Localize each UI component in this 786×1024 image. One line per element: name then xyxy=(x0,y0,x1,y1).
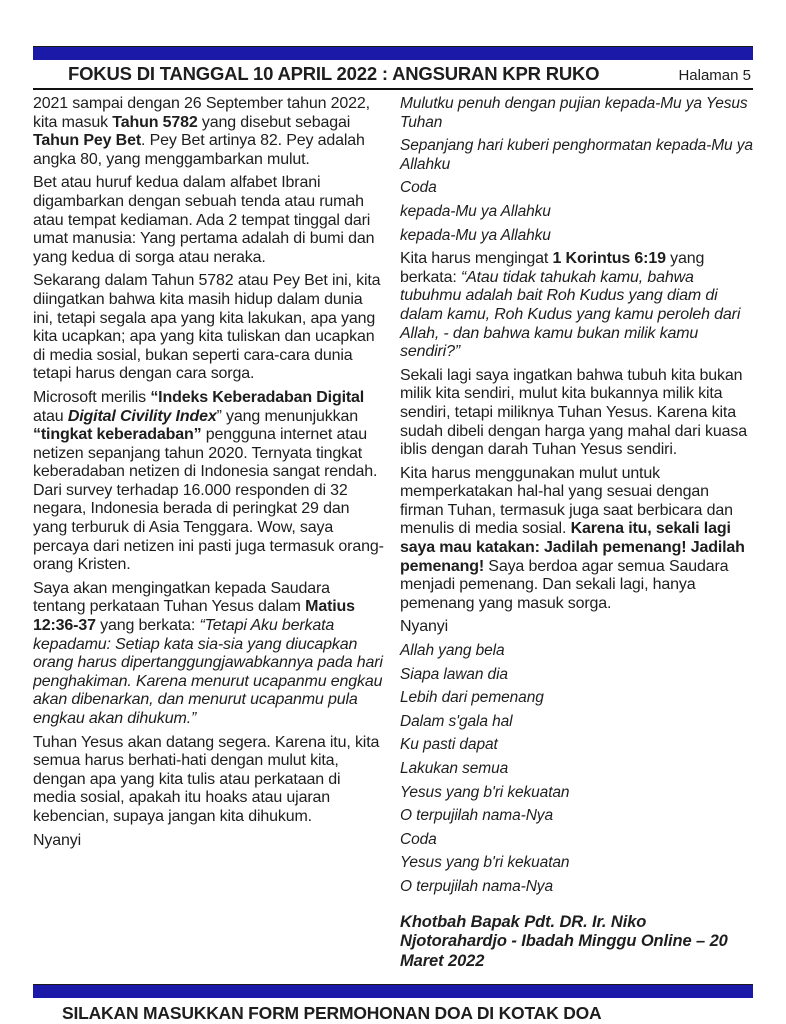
text-run: kepada-Mu ya Allahku xyxy=(400,202,551,220)
text-run: “tingkat keberadaban” xyxy=(33,426,202,444)
text-run: kepada-Mu ya Allahku xyxy=(400,226,551,244)
paragraph xyxy=(400,618,753,637)
paragraph xyxy=(33,832,386,851)
text-run: Saya berdoa agar semua Saudara menjadi pemenang. Dan sekali lagi, hanya pemenang yang masuk sorga. xyxy=(400,557,729,612)
text-run: Nyanyi xyxy=(400,618,449,636)
text-run: “Atau tidak tahukah kamu, bahwa tubuhmu adalah bait Roh Kudus yang diam di dalam kamu, Roh Kudus yang kamu peroleh dari Allah, - dan bahwa kamu bukan milik kamu sendiri?” xyxy=(400,268,741,361)
song-line xyxy=(400,760,753,779)
text-run: . Pey Bet artinya 82. Pey adalah angka 80, yang menggambarkan mulut. xyxy=(33,132,365,168)
paragraph xyxy=(400,250,753,362)
paragraph xyxy=(400,367,753,460)
song-line xyxy=(400,854,753,873)
article-body xyxy=(33,90,753,984)
paragraph xyxy=(33,734,386,827)
text-run: Nyanyi xyxy=(33,831,82,849)
text-run: Digital Civility Index xyxy=(67,407,217,425)
song-line xyxy=(400,642,753,661)
text-run: Lakukan semua xyxy=(400,760,509,777)
text-run: Allah yang bela xyxy=(400,642,505,660)
text-run: O terpujilah nama-Nya xyxy=(400,807,553,825)
text-run: Yesus yang b'ri kekuatan xyxy=(400,854,570,872)
text-run: Lebih dari pemenang xyxy=(400,689,544,707)
text-run: Matius 12:36-37 xyxy=(33,598,355,635)
text-run: “Indeks Keberadaban Digital xyxy=(150,388,365,406)
header-divider-bar xyxy=(33,46,753,60)
paragraph xyxy=(33,580,386,729)
text-run: yang berkata: xyxy=(95,617,200,635)
text-run: Tuhan Yesus akan datang segera. Karena itu, kita semua harus berhati-hati dengan mulut kita, dengan apa yang kita tulis atau perkataan di media sosial, apakah itu hoaks atau ujaran kebencian, supaya jangan kita dihukum. xyxy=(33,733,380,825)
text-run: Coda xyxy=(400,830,437,848)
text-run: Karena itu, sekali lagi saya mau katakan: Jadilah pemenang! Jadilah pemenang! xyxy=(400,520,745,575)
footer-divider-bar xyxy=(33,984,753,998)
page-title: FOKUS DI TANGGAL 10 APRIL 2022 : ANGSURAN KPR RUKO xyxy=(68,63,600,84)
text-run: Mulutku penuh dengan pujian kepada-Mu ya Yesus Tuhan xyxy=(400,95,748,131)
page-header xyxy=(33,60,753,90)
page-footer xyxy=(33,998,753,1024)
song-line xyxy=(400,179,753,198)
text-run: Coda xyxy=(400,179,437,197)
text-run: Khotbah Bapak Pdt. DR. Ir. Niko Njotorahardjo - Ibadah Minggu Online – 20 Maret 2022 xyxy=(400,912,728,970)
text-run: Sekali lagi saya ingatkan bahwa tubuh kita bukan milik kita sendiri, mulut kita bukannya milik kita sendiri, tetapi miliknya Tuhan Yesus. Karena kita sudah dibeli dengan harga yang mahal dari kuasa iblis dengan darah Tuhan Yesus sendiri. xyxy=(400,366,747,459)
song-line xyxy=(400,713,753,732)
text-run: Yesus yang b'ri kekuatan xyxy=(400,783,570,801)
song-line xyxy=(400,807,753,826)
song-line xyxy=(400,95,753,132)
right-column xyxy=(400,95,753,984)
song-line xyxy=(400,736,753,755)
song-line xyxy=(400,203,753,222)
song-line xyxy=(400,878,753,897)
paragraph xyxy=(33,272,386,384)
text-run: 1 Korintus 6:19 xyxy=(552,250,666,268)
paragraph xyxy=(33,95,386,169)
sermon-attribution xyxy=(400,913,753,972)
text-run: Sepanjang hari kuberi penghormatan kepada-Mu ya Allahku xyxy=(400,137,753,173)
text-run: Bet atau huruf kedua dalam alfabet Ibrani digambarkan dengan sebuah tenda atau rumah atau tempat kediaman. Ada 2 tempat tinggal dari umat manusia: Yang pertama adalah di bumi dan yang kedua di sorga atau neraka. xyxy=(33,174,375,266)
text-run: yang berkata: xyxy=(400,250,705,286)
text-run: atau xyxy=(33,407,68,425)
text-run: “Tetapi Aku berkata kepadamu: Setiap kata sia-sia yang diucapkan orang harus dipertanggungjawabkannya pada hari penghakiman. Karena menurut ucapanmu engkau akan dibenarkan, dan menurut ucapanmu pula engkau akan dihukum.” xyxy=(33,617,383,727)
paragraph xyxy=(33,389,386,575)
text-run: Microsoft merilis xyxy=(33,388,151,406)
paragraph xyxy=(33,174,386,267)
song-line xyxy=(400,784,753,803)
text-run: Tahun 5782 xyxy=(112,113,198,131)
left-column xyxy=(33,95,386,984)
paragraph xyxy=(400,465,753,614)
text-run: 2021 sampai dengan 26 September tahun 2022, kita masuk xyxy=(33,95,370,131)
song-line xyxy=(400,666,753,685)
text-run: Kita harus menggunakan mulut untuk memperkatakan hal-hal yang sesuai dengan firman Tuhan, termasuk juga saat berbicara dan menulis di media sosial. xyxy=(400,464,733,538)
text-run: Tahun Pey Bet xyxy=(33,132,141,150)
song-line xyxy=(400,137,753,174)
song-line xyxy=(400,831,753,850)
footer-notice: SILAKAN MASUKKAN FORM PERMOHONAN DOA DI KOTAK DOA xyxy=(62,1003,602,1023)
text-run: Saya akan mengingatkan kepada Saudara tentang perkataan Tuhan Yesus dalam xyxy=(33,579,330,616)
text-run: Kita harus mengingat xyxy=(400,250,553,268)
song-line xyxy=(400,227,753,246)
text-run: pengguna internet atau netizen sepanjang tahun 2020. Ternyata tingkat keberadaban netizen di Indonesia sangat rendah. Dari survey terhadap 16.000 responden di 32 negara, Indonesia berada di peringkat 29 dan yang terburuk di Asia Tenggara. Wow, saya percaya dari netizen ini pasti juga termasuk orang-orang Kristen. xyxy=(33,426,384,574)
text-run: Siapa lawan dia xyxy=(400,665,508,683)
text-run: Dalam s'gala hal xyxy=(400,712,513,730)
text-run: O terpujilah nama-Nya xyxy=(400,877,553,895)
text-run: yang disebut sebagai xyxy=(197,113,351,131)
text-run: ” yang menunjukkan xyxy=(216,407,358,425)
text-run: Sekarang dalam Tahun 5782 atau Pey Bet ini, kita diingatkan bahwa kita masih hidup dalam dunia ini, tetapi segala apa yang kita lakukan, apa yang kita ucapkan; apa yang kita tuliskan dan ucapkan di media sosial, bukan seperti cara-cara dunia tetapi harus dengan cara sorga. xyxy=(33,272,381,383)
text-run: Ku pasti dapat xyxy=(400,736,498,754)
song-line xyxy=(400,689,753,708)
page-number-label: Halaman 5 xyxy=(678,67,751,84)
